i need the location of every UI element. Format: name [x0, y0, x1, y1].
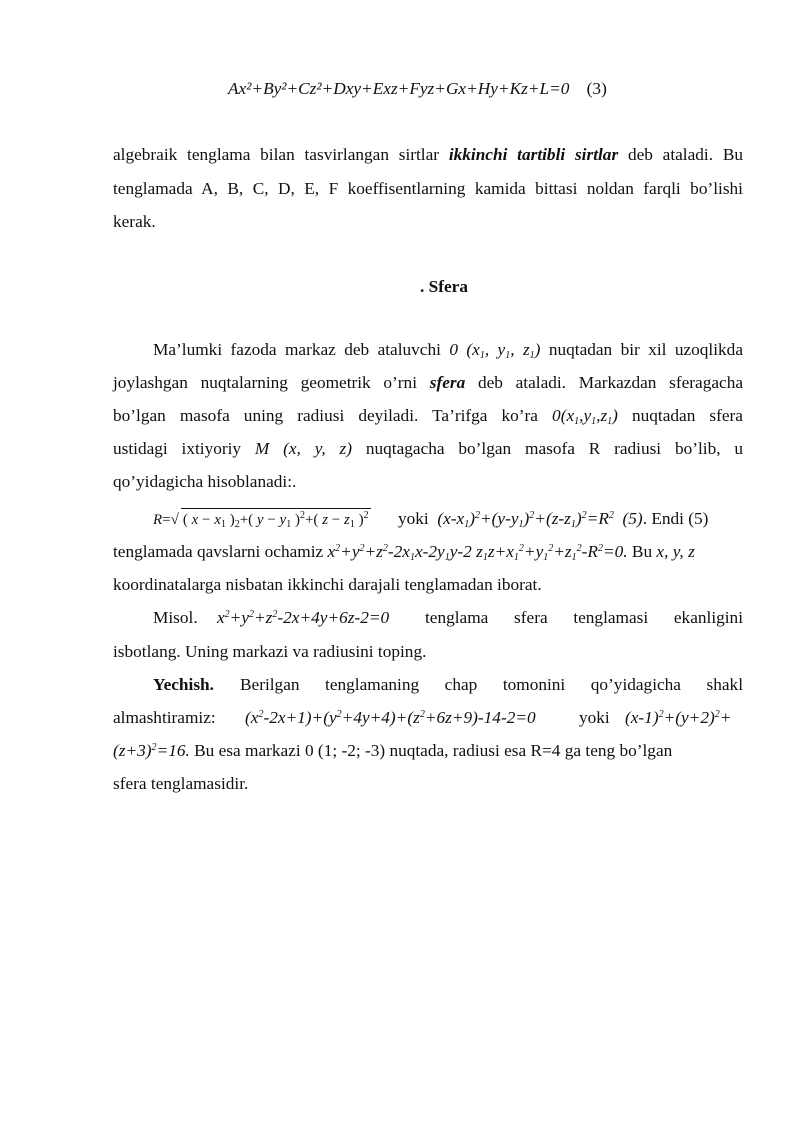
- section-heading: . Sfera: [420, 277, 468, 296]
- result-equation-part1: $(x-1)^2+(y+2)^2+$: [625, 708, 732, 727]
- solution-line1: Yechish. Berilgan tenglamaning chap tomonini qo’yidagicha shakl: [153, 675, 743, 694]
- radius-formula-line: R=√ ( $x - x_1$ )$_2+$( $y - y_1$ )$^2$+( $z - z_1$ )$^2$ yoki $(x-x_1)^2+(y-y_1)^2+(z-z_1)^2=R^2$ (5). Endi (5): [153, 509, 709, 530]
- para2-line7: tenglamada qavslarni ochamiz $x^2+y^2+z^2-2x_1x-2y_1y-2$ $z_1z+x_1^2+y_1^2+z_1^2-R^2=0$. Bu x, y, z: [113, 542, 695, 563]
- example-line1: Misol. $x^2+y^2+z^2-2x+4y+6z-2=0$ tenglama sfera tenglamasi ekanligini: [153, 608, 743, 627]
- solution-label: Yechish.: [153, 675, 214, 694]
- radius-sqrt-formula: R=√ ( $x - x_1$ )$_2+$( $y - y_1$ )$^2$+( $z - z_1$ )$^2$: [153, 510, 369, 530]
- sphere-equation-5: $(x-x_1)^2+(y-y_1)^2+(z-z_1)^2=R^2$ (5): [437, 509, 643, 530]
- para2-line3: bo’lgan masofa uning radiusi deyiladi. Ta’rifga ko’ra $0(x_1,y_1,z_1)$ nuqtadan sfera: [113, 406, 743, 427]
- expanded-equation: $x^2+y^2+z^2-2x_1x-2y_1y-2$ $z_1z+x_1^2+y_1^2+z_1^2-R^2=0$.: [327, 542, 628, 563]
- para2-line5: qo’yidagicha hisoblanadi:.: [113, 472, 297, 491]
- para1-line3: kerak.: [113, 212, 156, 231]
- point-m: M (x, y, z): [254, 439, 353, 458]
- solution-line3: $(z+3)^2=16$. Bu esa markazi 0 (1; -2; -3) nuqtada, radiusi esa R=4 ga teng bo’lgan: [113, 741, 673, 760]
- formula-3: [228, 78, 607, 100]
- example-line2: isbotlang. Uning markazi va radiusini toping.: [113, 642, 427, 661]
- center-point-2: $0(x_1,y_1,z_1)$: [552, 406, 618, 427]
- example-equation: $x^2+y^2+z^2-2x+4y+6z-2=0$: [217, 608, 390, 627]
- formula-3-equation: Ax²+By²+Cz²+Dxy+Exz+Fyz+Gx+Hy+Kz+L=0: [228, 79, 570, 98]
- para2-line4: ustidagi ixtiyoriy M (x, y, z) nuqtagacha bo’lgan masofa R radiusi bo’lib, u: [113, 439, 744, 458]
- solution-line2: almashtiramiz: $(x^2-2x+1)+(y^2+4y+4)+(z^2+6z+9)-14-2=0$ yoki $(x-1)^2+(y+2)^2+$: [113, 708, 732, 727]
- example-label: Misol.: [153, 608, 198, 627]
- completed-square-equation: $(x^2-2x+1)+(y^2+4y+4)+(z^2+6z+9)-14-2=0$: [245, 708, 536, 727]
- term-sfera: sfera: [429, 373, 466, 392]
- term-second-order-surfaces: ikkinchi tartibli sirtlar: [448, 145, 619, 164]
- para2-line1: Ma’lumki fazoda markaz deb ataluvchi 0 ($x_1$, $y_1$, $z_1$) nuqtadan bir xil uzoqlikda: [153, 340, 743, 361]
- formula-3-number: (3): [586, 79, 607, 98]
- para1-line1: algebraik tenglama bilan tasvirlangan sirtlar ikkinchi tartibli sirtlar deb ataladi. Bu: [113, 145, 743, 164]
- para2-line2: joylashgan nuqtalarning geometrik o’rni sfera deb ataladi. Markazdan sferagacha: [113, 373, 744, 392]
- result-equation-part2: $(z+3)^2=16$.: [113, 741, 190, 760]
- para1-line2: tenglamada A, B, C, D, E, F koeffisentlarning kamida bittasi noldan farqli bo’lishi: [113, 179, 743, 198]
- para2-line8: koordinatalarga nisbatan ikkinchi darajali tenglamadan iborat.: [113, 575, 542, 594]
- solution-line4: sfera tenglamasidir.: [113, 774, 249, 793]
- center-point: 0 ($x_1$, $y_1$, $z_1$): [449, 340, 541, 361]
